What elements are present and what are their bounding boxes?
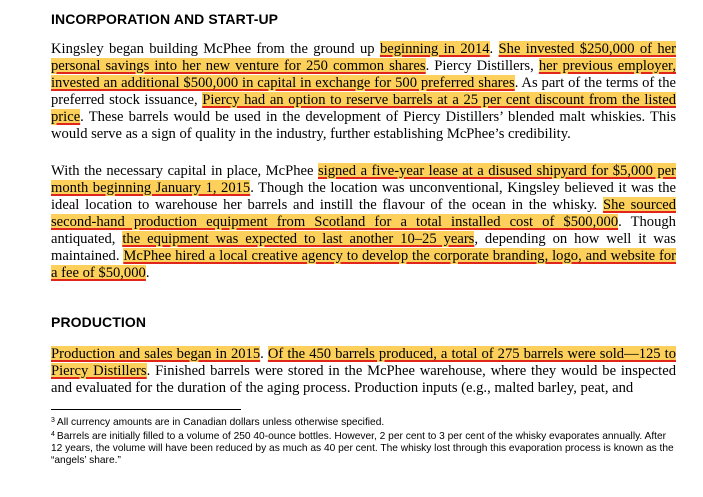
highlighted-text: signed a five-year lease at a disused shipyard for $5,000 per month beginning January 1, 2015: [51, 163, 676, 196]
text-run: . Though antiquated,: [51, 214, 676, 247]
highlighted-text: the equipment was expected to last another 10–25 years: [122, 231, 475, 247]
text-run: . Finished barrels were stored in the McPhee warehouse, where they would be inspected and evaluated for the duration of the aging process. Production inputs (e.g., malted barley, peat, and: [51, 363, 676, 396]
highlighted-text: She invested $250,000 of her personal savings into her new venture for 250 common shares: [51, 41, 676, 74]
section-heading-incorporation: INCORPORATION AND START-UP: [51, 11, 279, 27]
footnote-number: 4: [51, 431, 55, 438]
text-run: .: [145, 265, 150, 281]
footnote-4: [51, 429, 676, 467]
text-run: . These barrels would be used in the development of Piercy Distillers’ blended malt whiskies. This would serve as a sign of quality in the industry, further establishing McPhee’s credibility.: [51, 109, 676, 142]
highlighted-text: Piercy had an option to reserve barrels at a 25 per cent discount from the listed price: [51, 92, 676, 125]
text-run: , depending on how well it was maintained.: [51, 231, 676, 264]
footnote-text: All currency amounts are in Canadian dollars unless otherwise specified.: [56, 417, 385, 428]
highlighted-text: She sourced second-hand production equipment from Scotland for a total installed cost of $500,000: [51, 197, 676, 230]
highlighted-text: beginning in 2014: [379, 41, 490, 57]
text-run: . Though the location was unconventional, Kingsley believed it was the ideal location to warehouse her barrels and instill the flavour of the ocean in the whisky.: [51, 180, 676, 213]
highlighted-text: Of the 450 barrels produced, a total of 275 barrels were sold—125 to Piercy Distillers: [51, 346, 676, 379]
paragraph-production-1: [51, 346, 676, 397]
highlighted-text: Production and sales began in 2015: [51, 346, 261, 362]
footnote-number: 3: [51, 417, 55, 424]
footnote-text: Barrels are initially filled to a volume of 250 40-ounce bottles. However, 2 per cent to 3 per cent of the whisky evaporates annually. After 12 years, the volume will have been reduced by as much as 40 per cent. The whisky lost through this evaporation process is known as the “angels’ share.”: [51, 431, 674, 466]
highlighted-text: her previous employer, invested an additional $500,000 in capital in exchange for 500 preferred shares: [51, 58, 676, 91]
text-run: With the necessary capital in place, McPhee: [51, 163, 318, 179]
text-run: Kingsley began building McPhee from the ground up: [51, 41, 380, 57]
highlighted-text: McPhee hired a local creative agency to develop the corporate branding, logo, and website for a fee of $50,000: [51, 248, 677, 281]
paragraph-incorporation-1: [51, 41, 676, 143]
text-run: .: [489, 41, 499, 57]
footnote-3: [51, 415, 676, 429]
text-run: .: [260, 346, 268, 362]
text-run: . Piercy Distillers,: [425, 58, 539, 74]
section-heading-production: PRODUCTION: [51, 314, 147, 330]
text-run: . As part of the terms of the preferred stock issuance,: [51, 75, 676, 108]
paragraph-incorporation-2: [51, 163, 676, 282]
footnote-divider: [51, 409, 241, 410]
